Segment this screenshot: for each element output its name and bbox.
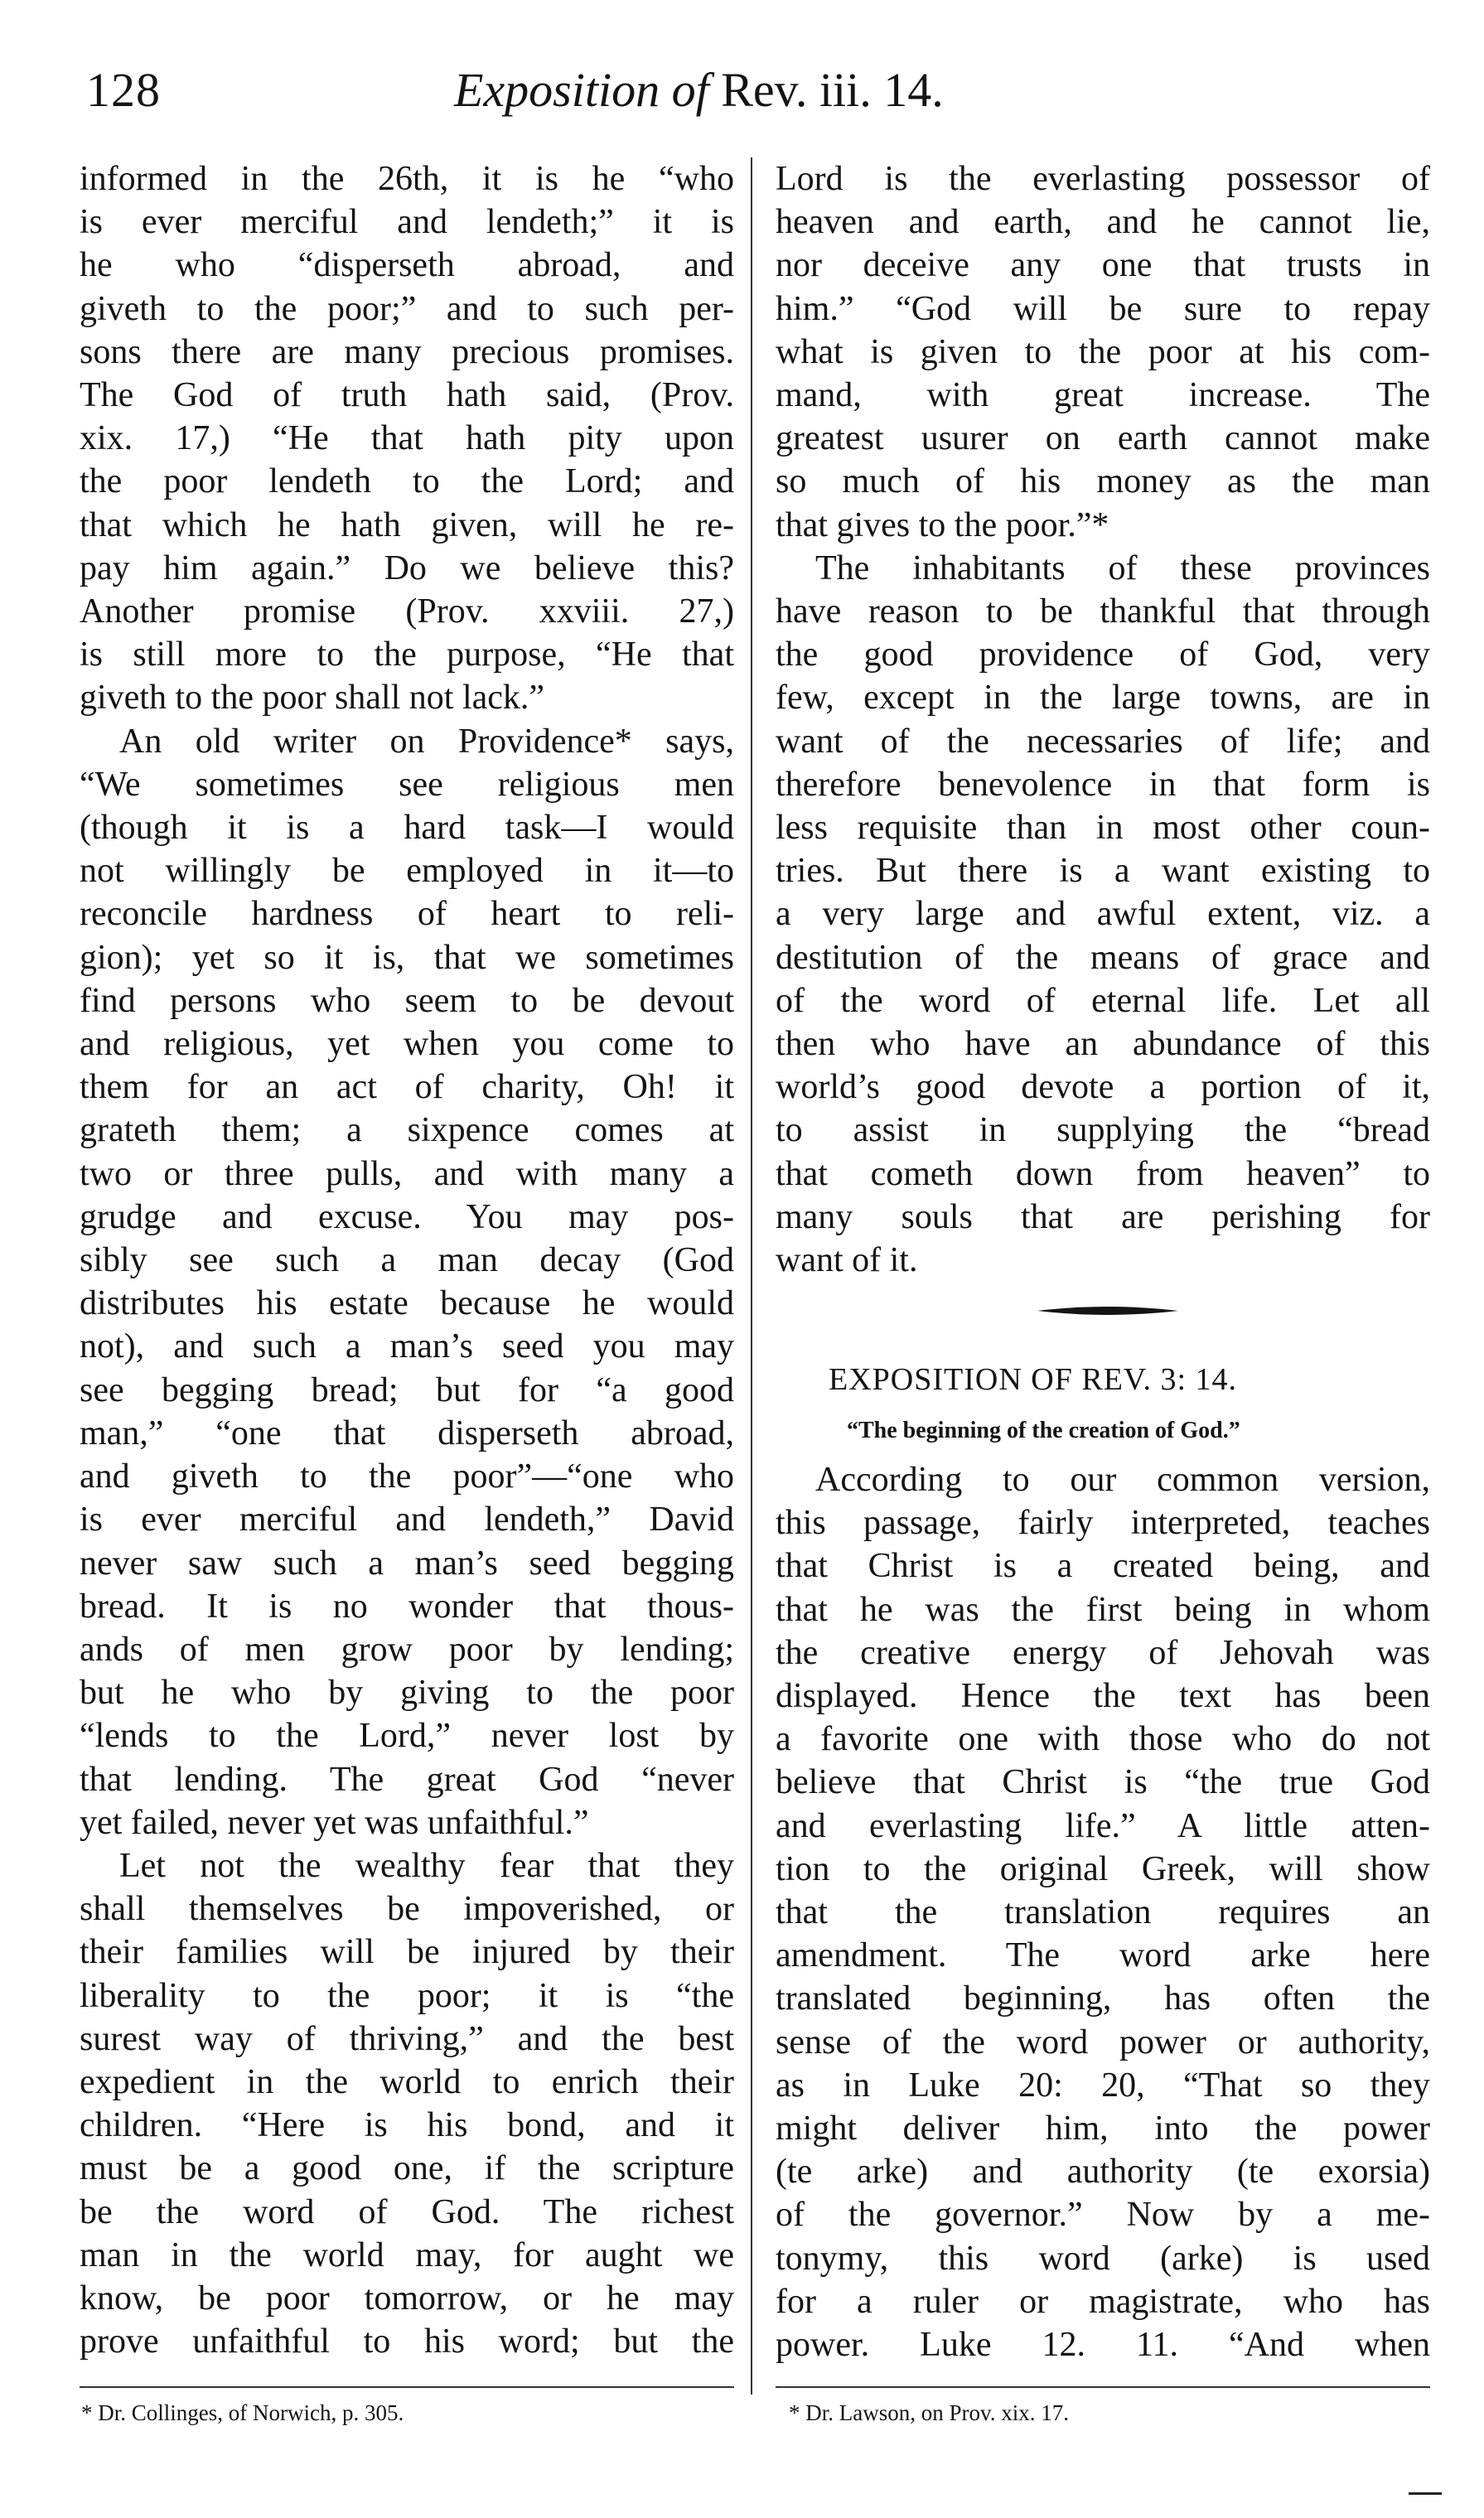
- text-line: this passage, fairly interpreted, teaches: [776, 1504, 1430, 1543]
- text-line: of the governor.” Now by a me-: [776, 2196, 1430, 2235]
- text-line: yet failed, never yet was unfaithful.”: [80, 1803, 589, 1842]
- text-line: that he was the first being in whom: [776, 1590, 1430, 1629]
- text-line: want of it.: [776, 1241, 918, 1280]
- left-paragraph-1: [80, 157, 734, 720]
- text-line: a favorite one with those who do not: [776, 1720, 1430, 1759]
- text-line: be the word of God. The richest: [80, 2192, 734, 2231]
- text-line: heaven and earth, and he cannot lie,: [776, 203, 1430, 242]
- right-paragraph-3: [776, 1458, 1430, 2366]
- right-column-top: [776, 157, 1430, 1282]
- text-line: a very large and awful extent, viz. a: [776, 895, 1430, 934]
- text-line: amendment. The word arke here: [776, 1936, 1430, 1975]
- text-line: the poor lendeth to the Lord; and: [80, 462, 734, 501]
- text-line: prove unfaithful to his word; but the: [80, 2322, 734, 2361]
- text-line: liberality to the poor; it is “the: [80, 1976, 734, 2015]
- running-head: [454, 63, 944, 117]
- text-line: distributes his estate because he would: [80, 1284, 734, 1323]
- text-line: “lends to the Lord,” never lost by: [80, 1717, 734, 1756]
- text-line: is ever merciful and lendeth,” David: [80, 1501, 734, 1539]
- text-line: xix. 17,) “He that hath pity upon: [80, 419, 734, 458]
- running-head-roman: Rev. iii. 14.: [708, 63, 944, 117]
- text-line: shall themselves be impoverished, or: [80, 1890, 734, 1929]
- text-line: destitution of the means of grace and: [776, 938, 1430, 977]
- text-line: An old writer on Providence* says,: [119, 722, 734, 761]
- text-line: man in the world may, for aught we: [80, 2235, 734, 2274]
- footnote-rule-right: [776, 2386, 1430, 2388]
- text-line: giveth to the poor shall not lack.”: [80, 679, 545, 718]
- text-line: nor deceive any one that trusts in: [776, 246, 1430, 285]
- text-line: children. “Here is his bond, and it: [80, 2106, 734, 2145]
- text-line: know, be poor tomorrow, or he may: [80, 2279, 734, 2317]
- running-head-italic: Exposition of: [454, 63, 709, 117]
- text-line: their families will be injured by their: [80, 1933, 734, 1972]
- text-line: tonymy, this word (arke) is used: [776, 2239, 1430, 2278]
- text-line: must be a good one, if the scripture: [80, 2149, 734, 2188]
- text-line: grudge and excuse. You may pos-: [80, 1197, 734, 1236]
- text-line: According to our common version,: [815, 1461, 1430, 1499]
- footnote-rule-left: [80, 2386, 734, 2388]
- text-line: is still more to the purpose, “He that: [80, 636, 734, 674]
- text-line: him.” “God will be sure to repay: [776, 289, 1430, 328]
- text-line: of the word of eternal life. Let all: [776, 981, 1430, 1020]
- text-line: reconcile hardness of heart to reli-: [80, 895, 734, 934]
- text-line: he who “disperseth abroad, and: [80, 246, 734, 285]
- left-paragraph-3: [80, 1844, 734, 2363]
- text-line: the creative energy of Jehovah was: [776, 1633, 1430, 1672]
- page-number: 128: [86, 63, 161, 117]
- text-line: surest way of thriving,” and the best: [80, 2019, 734, 2058]
- text-line: so much of his money as the man: [776, 462, 1430, 501]
- text-line: Let not the wealthy fear that they: [119, 1846, 734, 1885]
- right-paragraph-1: [776, 157, 1430, 547]
- text-line: that which he hath given, will he re-: [80, 505, 734, 544]
- text-line: for a ruler or magistrate, who has: [776, 2282, 1430, 2321]
- text-line: giveth to the poor;” and to such per-: [80, 289, 734, 328]
- text-line: mand, with great increase. The: [776, 376, 1430, 415]
- section-subtitle: “The beginning of the creation of God.”: [847, 1418, 1240, 1443]
- text-line: (te arke) and authority (te exorsia): [776, 2153, 1430, 2192]
- text-line: “We sometimes see religious men: [80, 765, 734, 804]
- text-line: that lending. The great God “never: [80, 1760, 734, 1799]
- text-line: greatest usurer on earth cannot make: [776, 419, 1430, 458]
- text-line: The God of truth hath said, (Prov.: [80, 376, 734, 415]
- text-line: world’s good devote a portion of it,: [776, 1068, 1430, 1107]
- text-line: see begging bread; but for “a good: [80, 1370, 734, 1409]
- text-line: gion); yet so it is, that we sometimes: [80, 938, 734, 977]
- text-line: ands of men grow poor by lending;: [80, 1630, 734, 1669]
- text-line: then who have an abundance of this: [776, 1025, 1430, 1064]
- text-line: therefore benevolence in that form is: [776, 765, 1430, 804]
- text-line: have reason to be thankful that through: [776, 592, 1430, 631]
- text-line: that Christ is a created being, and: [776, 1547, 1430, 1586]
- text-line: the good providence of God, very: [776, 636, 1430, 674]
- text-line: pay him again.” Do we believe this?: [80, 549, 734, 587]
- text-line: not), and such a man’s seed you may: [80, 1327, 734, 1366]
- text-line: (though it is a hard task—I would: [80, 809, 734, 848]
- text-line: less requisite than in most other coun-: [776, 809, 1430, 848]
- text-line: few, except in the large towns, are in: [776, 679, 1430, 718]
- right-paragraph-2: [776, 547, 1430, 1282]
- text-line: two or three pulls, and with many a: [80, 1154, 734, 1193]
- corner-mark: [1409, 2492, 1442, 2495]
- text-line: sons there are many precious promises.: [80, 332, 734, 371]
- text-line: sibly see such a man decay (God: [80, 1241, 734, 1280]
- text-line: but he who by giving to the poor: [80, 1674, 734, 1713]
- text-line: believe that Christ is “the true God: [776, 1763, 1430, 1802]
- text-line: displayed. Hence the text has been: [776, 1677, 1430, 1716]
- text-line: expedient in the world to enrich their: [80, 2062, 734, 2101]
- text-line: to assist in supplying the “bread: [776, 1111, 1430, 1150]
- text-line: and everlasting life.” A little atten-: [776, 1806, 1430, 1845]
- text-line: many souls that are perishing for: [776, 1197, 1430, 1236]
- text-line: them for an act of charity, Oh! it: [80, 1068, 734, 1107]
- text-line: never saw such a man’s seed begging: [80, 1544, 734, 1583]
- text-line: power. Luke 12. 11. “And when: [776, 2326, 1430, 2365]
- section-ornament: [1037, 1304, 1178, 1317]
- left-column: [80, 157, 734, 2363]
- text-line: that the translation requires an: [776, 1893, 1430, 1932]
- text-line: informed in the 26th, it is he “who: [80, 160, 734, 198]
- right-column-bottom: [776, 1458, 1430, 2366]
- text-line: what is given to the poor at his com-: [776, 332, 1430, 371]
- column-divider: [751, 157, 752, 2395]
- text-line: man,” “one that disperseth abroad,: [80, 1414, 734, 1452]
- footnote-right: * Dr. Lawson, on Prov. xix. 17.: [789, 2400, 1069, 2425]
- text-line: bread. It is no wonder that thous-: [80, 1587, 734, 1626]
- text-line: Lord is the everlasting possessor of: [776, 160, 1430, 198]
- text-line: sense of the word power or authority,: [776, 2023, 1430, 2061]
- text-line: that gives to the poor.”*: [776, 505, 1109, 544]
- text-line: and religious, yet when you come to: [80, 1025, 734, 1064]
- text-line: want of the necessaries of life; and: [776, 722, 1430, 761]
- left-paragraph-2: [80, 720, 734, 1844]
- footnote-left: * Dr. Collinges, of Norwich, p. 305.: [81, 2400, 404, 2425]
- text-line: find persons who seem to be devout: [80, 981, 734, 1020]
- text-line: Another promise (Prov. xxviii. 27,): [80, 592, 734, 631]
- text-line: as in Luke 20: 20, “That so they: [776, 2066, 1430, 2105]
- text-line: not willingly be employed in it—to: [80, 852, 734, 891]
- text-line: tries. But there is a want existing to: [776, 852, 1430, 891]
- text-line: The inhabitants of these provinces: [815, 549, 1430, 587]
- section-heading: EXPOSITION OF REV. 3: 14.: [829, 1362, 1238, 1397]
- text-line: might deliver him, into the power: [776, 2110, 1430, 2148]
- text-line: is ever merciful and lendeth;” it is: [80, 203, 734, 242]
- text-line: and giveth to the poor”—“one who: [80, 1457, 734, 1496]
- text-line: that cometh down from heaven” to: [776, 1154, 1430, 1193]
- text-line: tion to the original Greek, will show: [776, 1849, 1430, 1888]
- text-line: translated beginning, has often the: [776, 1979, 1430, 2018]
- text-line: grateth them; a sixpence comes at: [80, 1111, 734, 1150]
